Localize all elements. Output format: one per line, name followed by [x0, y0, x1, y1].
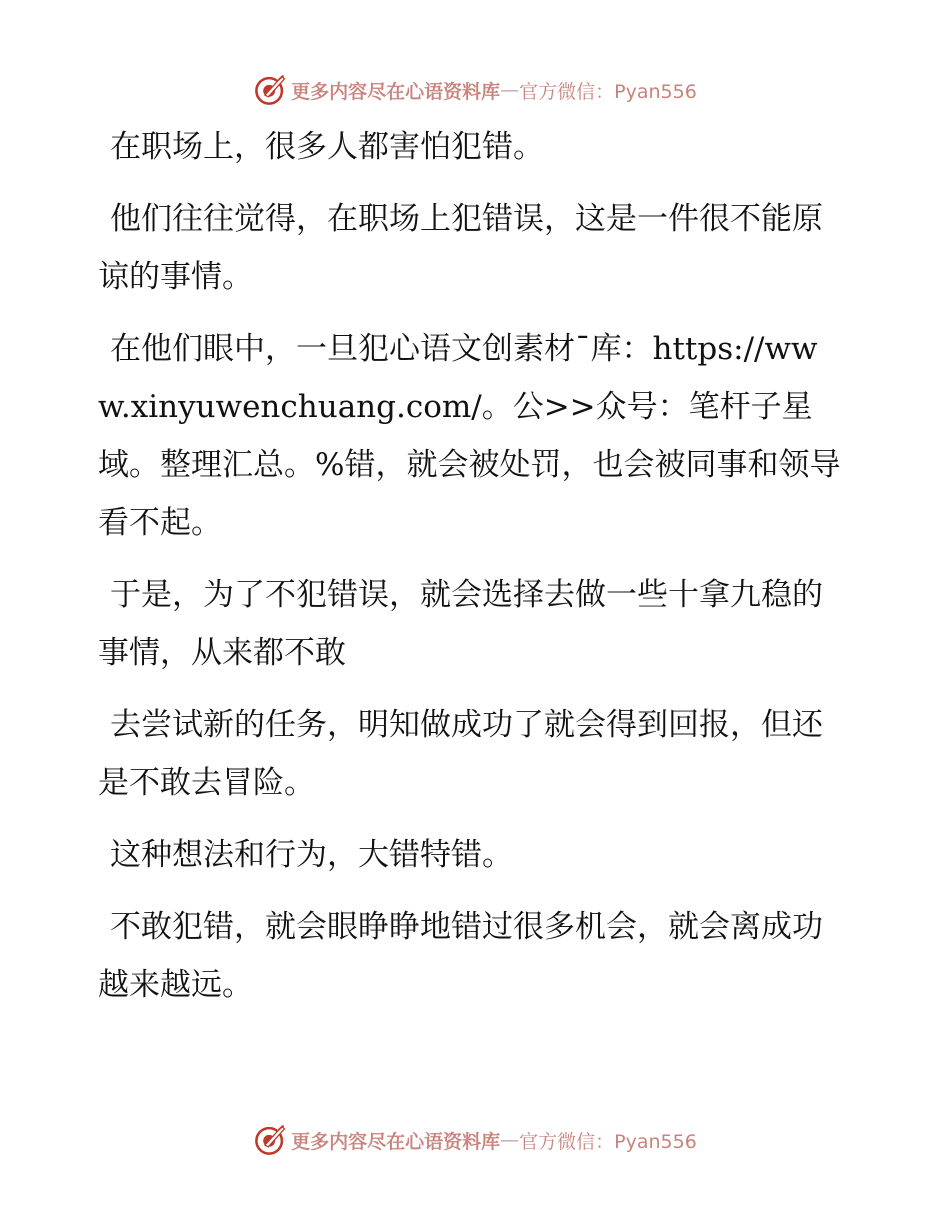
paragraph: [98, 118, 843, 176]
footer-banner: [0, 1120, 950, 1160]
paragraph: [98, 826, 843, 884]
quill-logo-icon: [253, 1123, 287, 1157]
header-separator: —: [500, 79, 520, 101]
paragraph: [98, 320, 843, 552]
paragraph-text: 在他们眼中，一旦犯心语文创素材¯库：https://www.xinyuwenchuang.com/。公>>众号：笔杆子星域。整理汇总。%错，就会被处罚，也会被同事和领导看不起。: [98, 331, 841, 541]
paragraph-text: 他们往往觉得，在职场上犯错误，这是一件很不能原谅的事情。: [98, 201, 823, 295]
paragraph: [98, 898, 843, 1014]
paragraph-text: 去尝试新的任务，明知做成功了就会得到回报，但还是不敢去冒险。: [98, 707, 823, 801]
paragraph-text: 不敢犯错，就会眼睁睁地错过很多机会，就会离成功越来越远。: [98, 909, 823, 1003]
paragraph-text: 这种想法和行为，大错特错。: [110, 837, 513, 873]
header-banner: [0, 70, 950, 110]
header-wechat-text: 官方微信：Pyan556: [519, 80, 697, 103]
paragraph-text: 在职场上，很多人都害怕犯错。: [110, 129, 544, 165]
footer-separator: —: [500, 1129, 520, 1151]
paragraph-text: 于是，为了不犯错误，就会选择去做一些十拿九稳的事情，从来都不敢: [98, 577, 823, 671]
header-site-text: 更多内容尽在心语资料库: [291, 80, 501, 103]
paragraph: [98, 696, 843, 812]
paragraph: [98, 566, 843, 682]
footer-site-text: 更多内容尽在心语资料库: [291, 1130, 501, 1153]
document-body: [98, 118, 843, 1028]
footer-wechat-text: 官方微信：Pyan556: [519, 1130, 697, 1153]
quill-logo-icon: [253, 73, 287, 107]
paragraph: [98, 190, 843, 306]
